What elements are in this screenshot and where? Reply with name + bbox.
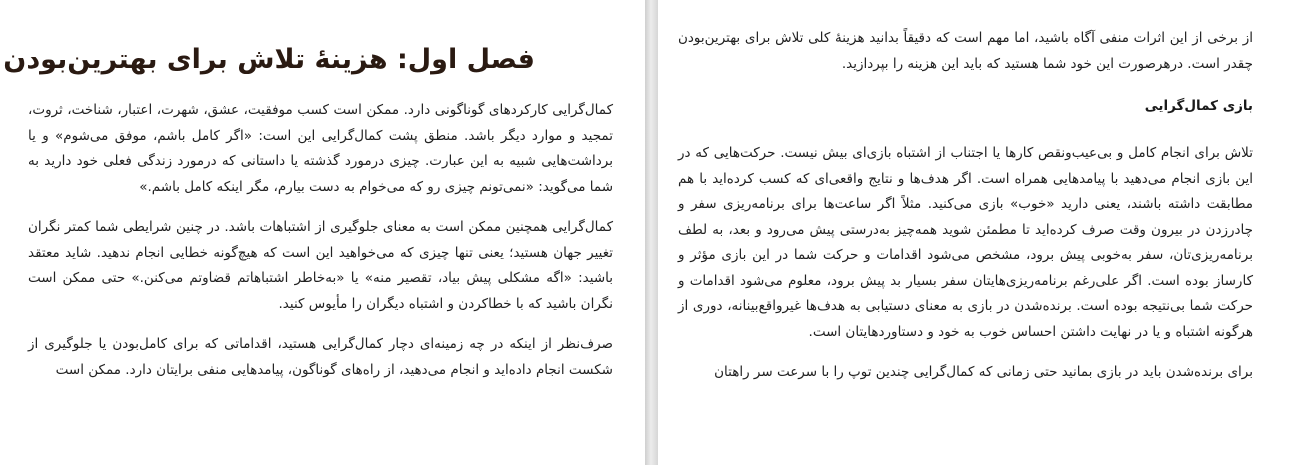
page-gutter: [645, 0, 658, 465]
left-page: [0, 0, 645, 465]
intro-paragraph: از برخی از این اثرات منفی آگاه باشید، اما مهم است که دقیقاً بدانید هزینهٔ کلی تلاش برای بهترین‌بودن چقدر است. درهرصورت این خود شما هستید که باید این هزینه را بپردازید.: [678, 30, 1253, 72]
body-paragraph: کمال‌گرایی کارکردهای گوناگونی دارد. ممکن است کسب موفقیت، عشق، شهرت، اعتبار، شناخت، ثروت، تمجید و موارد دیگر باشد. منطق پشت کمال‌گرایی این است: «اگر کامل باشم، موفق می‌شوم» و یا برداشت‌هایی شبیه به این عبارت. چیزی درمورد گذشته یا داستانی که درمورد زندگی فعلی خود دارید به شما می‌گوید: «نمی‌تونم چیزی رو که می‌خوام به دست بیارم، مگر اینکه کامل باشم.»: [28, 102, 613, 195]
section-heading: بازی کمال‌گرایی: [1144, 98, 1253, 114]
right-page: [658, 0, 1303, 465]
body-paragraph: تلاش برای انجام کامل و بی‌عیب‌ونقص کارها یا اجتناب از اشتباه بازی‌ای بیش نیست. حرکت‌هایی که در این بازی انجام می‌دهید با پیامدهایی همراه است. اگر هدف‌ها و نتایج واقعی‌ای که کسب کرده‌اید با هم مطابقت داشته باشند، یعنی دارید «خوب» بازی می‌کنید. مثلاً اگر ساعت‌ها برای برنامه‌ریزی سفر و چادرزدن در بیرون وقت صرف کرده‌اید تا مطمئن شوید همه‌چیز به‌درستی پیش می‌رود و بعد، به لطف برنامه‌ریزی‌تان، سفر به‌خوبی پیش برود، مشخص می‌شود اقدامات و حرکت شما در این بازی مؤثر و کارساز بوده است. اگر علی‌رغم برنامه‌ریزی‌هایتان سفر بسیار بد پیش برود، معلوم می‌شود اقدامات و حرکت شما بی‌نتیجه بوده است. برنده‌شدن در بازی به معنای دستیابی به هدف‌ها غیرواقع‌بینانه، دوری از هرگونه اشتباه و یا در نهایت داشتن احساس خوب به خود و دستاوردهایتان است.: [678, 145, 1253, 340]
chapter-title: فصل اول: هزینهٔ تلاش برای بهترین‌بودن: [3, 44, 535, 75]
body-paragraph: برای برنده‌شدن باید در بازی بمانید حتی زمانی که کمال‌گرایی چندین توپ را با سرعت سر راهتان: [714, 364, 1253, 380]
body-paragraph: صرف‌نظر از اینکه در چه زمینه‌ای دچار کمال‌گرایی هستید، اقداماتی که برای کامل‌بودن یا جلوگیری از شکست انجام داده‌اید و انجام می‌دهید، از راه‌های گوناگون، پیامدهایی منفی برایتان دارد. ممکن است: [28, 336, 613, 378]
body-paragraph: کمال‌گرایی همچنین ممکن است به معنای جلوگیری از اشتباهات باشد. در چنین شرایطی شما کمتر نگران تغییر جهان هستید؛ یعنی تنها چیزی که می‌خواهید این است که هیچ‌گونه خطایی انجام ندهید. شاید معتقد باشید: «اگه مشکلی پیش بیاد، تقصیر منه» یا «به‌خاطر اشتباهاتم قضاوتم می‌کنن.» حتی ممکن است نگران باشید که با خطاکردن و اشتباه دیگران را مأیوس کنید.: [28, 219, 613, 312]
